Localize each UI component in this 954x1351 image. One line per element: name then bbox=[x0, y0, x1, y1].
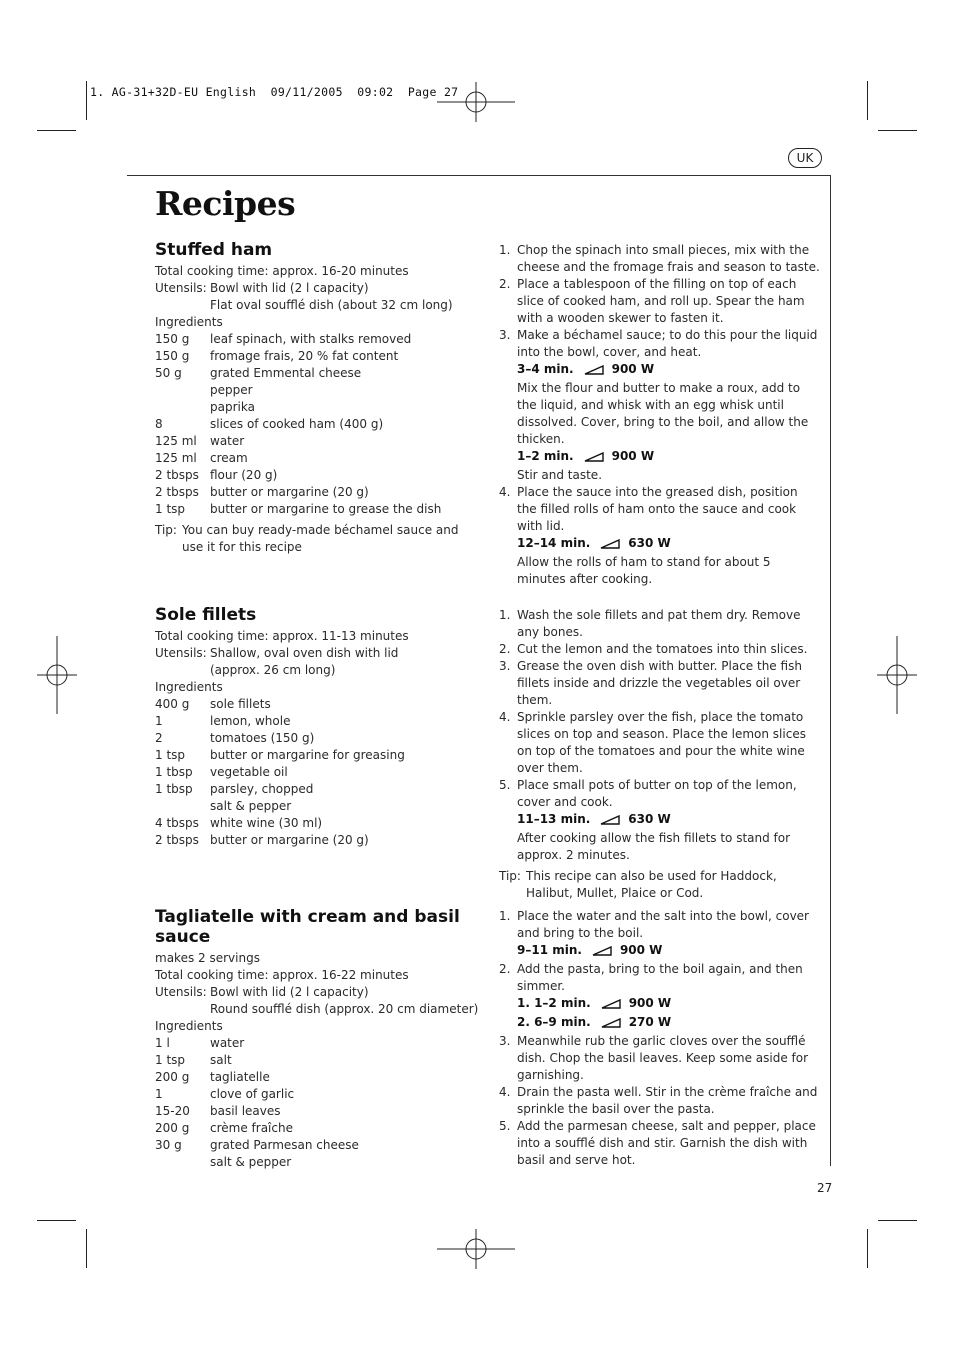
method-step bbox=[499, 1118, 821, 1169]
ingredient-quantity: 2 bbox=[155, 731, 163, 745]
registration-mark-bottom bbox=[437, 1229, 515, 1269]
ingredients-label: Ingredients bbox=[155, 680, 223, 694]
ingredient-quantity: 1 bbox=[155, 714, 163, 728]
utensils-row: (approx. 26 cm long) bbox=[210, 663, 336, 677]
power-level: 900 W bbox=[611, 449, 655, 463]
crop-mark bbox=[37, 1220, 76, 1221]
step-number: 4. bbox=[499, 710, 511, 724]
ingredients-label: Ingredients bbox=[155, 315, 223, 329]
ingredient-quantity: 150 g bbox=[155, 349, 190, 363]
recipe-tagliatelle-method bbox=[499, 908, 821, 1169]
ingredient-quantity: 200 g bbox=[155, 1121, 190, 1135]
page-title: Recipes bbox=[155, 184, 296, 223]
registration-mark-top bbox=[437, 82, 515, 122]
crop-mark bbox=[878, 130, 917, 131]
ingredient-row bbox=[155, 832, 475, 849]
ingredient-name: slices of cooked ham (400 g) bbox=[210, 417, 384, 431]
method-step bbox=[499, 276, 821, 327]
step-number: 4. bbox=[499, 485, 511, 499]
cooking-time: Total cooking time: approx. 16-20 minutes bbox=[155, 264, 409, 278]
ingredient-name: salt bbox=[210, 1053, 232, 1067]
right-margin-rule bbox=[830, 175, 831, 1166]
method-step bbox=[499, 327, 821, 484]
ingredient-row bbox=[155, 450, 475, 467]
step-note: Stir and taste. bbox=[517, 468, 603, 482]
ingredient-row bbox=[155, 484, 475, 501]
cook-time: 2. 6–9 min. bbox=[517, 1015, 591, 1029]
method-step bbox=[499, 961, 821, 1033]
ingredient-name: water bbox=[210, 1036, 245, 1050]
ingredient-row bbox=[155, 1103, 475, 1120]
servings: makes 2 servings bbox=[155, 951, 260, 965]
method-step bbox=[499, 1084, 821, 1118]
microwave-setting bbox=[517, 535, 821, 554]
ingredient-row bbox=[155, 781, 475, 798]
ingredient-list bbox=[155, 331, 475, 518]
method-step bbox=[499, 777, 821, 864]
step-number: 2. bbox=[499, 642, 511, 656]
recipe-tip: Tip: You can buy ready-made béchamel sauce and use it for this recipe bbox=[155, 523, 459, 554]
ingredient-name: tomatoes (150 g) bbox=[210, 731, 315, 745]
ingredient-name: fromage frais, 20 % fat content bbox=[210, 349, 399, 363]
ingredient-row bbox=[155, 1052, 475, 1069]
ingredient-row bbox=[155, 730, 475, 747]
ingredient-row bbox=[155, 798, 475, 815]
step-number: 2. bbox=[499, 962, 511, 976]
microwave-setting bbox=[517, 942, 821, 961]
step-number: 3. bbox=[499, 328, 511, 342]
ingredient-name: clove of garlic bbox=[210, 1087, 295, 1101]
ingredient-row bbox=[155, 1120, 475, 1137]
ingredient-name: flour (20 g) bbox=[210, 468, 278, 482]
ingredient-name: grated Emmental cheese bbox=[210, 366, 362, 380]
ingredient-quantity: 125 ml bbox=[155, 434, 197, 448]
ingredient-row bbox=[155, 1086, 475, 1103]
ingredient-quantity: 1 l bbox=[155, 1036, 170, 1050]
ingredient-name: tagliatelle bbox=[210, 1070, 270, 1084]
microwave-setting bbox=[517, 361, 821, 380]
step-number: 2. bbox=[499, 277, 511, 291]
page-number: 27 bbox=[817, 1181, 833, 1195]
utensils-row: Utensils: Shallow, oval oven dish with lid bbox=[155, 646, 399, 660]
ingredient-row bbox=[155, 433, 475, 450]
utensils-row: Utensils: Bowl with lid (2 l capacity) bbox=[155, 985, 369, 999]
ingredient-quantity: 1 tsp bbox=[155, 1053, 186, 1067]
power-level-icon bbox=[584, 450, 604, 467]
step-number: 5. bbox=[499, 778, 511, 792]
cook-time: 3–4 min. bbox=[517, 362, 574, 376]
step-number: 5. bbox=[499, 1119, 511, 1133]
cooking-time: Total cooking time: approx. 16-22 minutes bbox=[155, 968, 409, 982]
crop-mark bbox=[37, 130, 76, 131]
microwave-setting bbox=[517, 1014, 821, 1033]
ingredient-row bbox=[155, 331, 475, 348]
ingredient-row bbox=[155, 1137, 475, 1154]
ingredient-row bbox=[155, 713, 475, 730]
ingredient-name: basil leaves bbox=[210, 1104, 281, 1118]
microwave-setting bbox=[517, 448, 821, 467]
recipe-stuffed-ham-info bbox=[155, 240, 475, 556]
step-number: 3. bbox=[499, 1034, 511, 1048]
registration-mark-right bbox=[877, 636, 917, 714]
ingredient-quantity: 50 g bbox=[155, 366, 182, 380]
ingredient-row bbox=[155, 467, 475, 484]
crop-mark bbox=[86, 81, 87, 120]
method-step bbox=[499, 908, 821, 961]
step-note: Allow the rolls of ham to stand for about 5 minutes after cooking. bbox=[517, 555, 771, 586]
recipe-tagliatelle-info bbox=[155, 907, 479, 1171]
ingredient-quantity: 125 ml bbox=[155, 451, 197, 465]
ingredient-name: lemon, whole bbox=[210, 714, 291, 728]
recipe-title: Tagliatelle with cream and basil sauce bbox=[155, 907, 460, 947]
power-level: 270 W bbox=[628, 1015, 672, 1029]
method-step bbox=[499, 484, 821, 588]
ingredient-name: butter or margarine (20 g) bbox=[210, 833, 369, 847]
method-step bbox=[499, 607, 821, 641]
ingredient-quantity: 2 tbsps bbox=[155, 485, 199, 499]
ingredient-name: sole fillets bbox=[210, 697, 271, 711]
crop-mark bbox=[867, 81, 868, 120]
method-step bbox=[499, 709, 821, 777]
power-level: 900 W bbox=[628, 996, 672, 1010]
step-text: Chop the spinach into small pieces, mix with the cheese and the fromage frais and season to taste. bbox=[517, 243, 820, 274]
ingredient-row bbox=[155, 815, 475, 832]
ingredient-quantity: 2 tbsps bbox=[155, 833, 199, 847]
ingredient-name: salt & pepper bbox=[210, 799, 292, 813]
crop-mark bbox=[878, 1220, 917, 1221]
power-level-icon bbox=[600, 813, 620, 830]
ingredient-name: water bbox=[210, 434, 245, 448]
ingredient-row bbox=[155, 365, 475, 382]
ingredient-name: leaf spinach, with stalks removed bbox=[210, 332, 412, 346]
power-level-icon bbox=[592, 944, 612, 961]
step-text: Place the water and the salt into the bowl, cover and bring to the boil. bbox=[517, 909, 809, 940]
power-level: 900 W bbox=[619, 943, 663, 957]
ingredient-name: pepper bbox=[210, 383, 253, 397]
step-text: Grease the oven dish with butter. Place the fish fillets inside and drizzle the vegetables oil over them. bbox=[517, 659, 802, 707]
ingredient-list bbox=[155, 1035, 475, 1171]
ingredient-quantity: 200 g bbox=[155, 1070, 190, 1084]
method-step bbox=[499, 641, 821, 658]
ingredient-name: butter or margarine for greasing bbox=[210, 748, 405, 762]
cook-time: 11–13 min. bbox=[517, 812, 591, 826]
ingredient-quantity: 1 tbsp bbox=[155, 782, 193, 796]
step-note: Mix the flour and butter to make a roux, add to the liquid, and whisk with an egg whisk until dissolved. Cover, bring to the boil, and allow the thicken. bbox=[517, 381, 809, 446]
power-level-icon bbox=[601, 1016, 621, 1033]
cook-time: 9–11 min. bbox=[517, 943, 582, 957]
ingredient-name: parsley, chopped bbox=[210, 782, 314, 796]
ingredient-name: grated Parmesan cheese bbox=[210, 1138, 359, 1152]
power-level: 630 W bbox=[628, 536, 671, 550]
ingredient-row bbox=[155, 1069, 475, 1086]
ingredient-quantity: 150 g bbox=[155, 332, 190, 346]
power-level-icon bbox=[600, 537, 620, 554]
ingredient-row bbox=[155, 416, 475, 433]
ingredient-quantity: 1 tsp bbox=[155, 748, 186, 762]
ingredient-quantity: 1 tbsp bbox=[155, 765, 193, 779]
step-text: Wash the sole fillets and pat them dry. Remove any bones. bbox=[517, 608, 801, 639]
step-text: Place a tablespoon of the filling on top of each slice of cooked ham, and roll up. Spear the ham with a wooden skewer to fasten it. bbox=[517, 277, 805, 325]
utensils-row: Flat oval soufflé dish (about 32 cm long) bbox=[210, 298, 453, 312]
recipe-sole-fillets-info bbox=[155, 605, 475, 849]
step-number: 1. bbox=[499, 608, 511, 622]
method-step bbox=[499, 1033, 821, 1084]
recipe-stuffed-ham-method bbox=[499, 242, 821, 588]
ingredient-row bbox=[155, 501, 475, 518]
microwave-setting bbox=[517, 811, 821, 830]
ingredient-name: butter or margarine to grease the dish bbox=[210, 502, 442, 516]
ingredient-row bbox=[155, 1035, 475, 1052]
ingredient-quantity: 2 tbsps bbox=[155, 468, 199, 482]
ingredient-row bbox=[155, 747, 475, 764]
step-number: 1. bbox=[499, 243, 511, 257]
step-text: Place the sauce into the greased dish, position the filled rolls of ham onto the sauce and cook with lid. bbox=[517, 485, 798, 533]
ingredient-quantity: 1 bbox=[155, 1087, 163, 1101]
ingredient-list bbox=[155, 696, 475, 849]
ingredient-name: crème fraîche bbox=[210, 1121, 293, 1135]
step-number: 1. bbox=[499, 909, 511, 923]
crop-mark bbox=[86, 1229, 87, 1268]
ingredient-name: white wine (30 ml) bbox=[210, 816, 323, 830]
power-level-icon bbox=[584, 363, 604, 380]
step-text: Add the pasta, bring to the boil again, and then simmer. bbox=[517, 962, 803, 993]
step-text: Add the parmesan cheese, salt and pepper, place into a soufflé dish and stir. Garnish the dish with basil and serve hot. bbox=[517, 1119, 816, 1167]
crop-mark bbox=[867, 1229, 868, 1268]
ingredient-quantity: 15-20 bbox=[155, 1104, 190, 1118]
utensils-row: Round soufflé dish (approx. 20 cm diameter) bbox=[210, 1002, 479, 1016]
cooking-time: Total cooking time: approx. 11-13 minutes bbox=[155, 629, 409, 643]
ingredient-quantity: 8 bbox=[155, 417, 163, 431]
print-slug: 1. AG-31+32D-EU English 09/11/2005 09:02 Page 27 bbox=[90, 85, 459, 99]
ingredients-label: Ingredients bbox=[155, 1019, 223, 1033]
cook-time: 1. 1–2 min. bbox=[517, 996, 591, 1010]
ingredient-row bbox=[155, 399, 475, 416]
step-text: Place small pots of butter on top of the lemon, cover and cook. bbox=[517, 778, 797, 809]
step-note: After cooking allow the fish fillets to stand for approx. 2 minutes. bbox=[517, 831, 791, 862]
ingredient-row bbox=[155, 696, 475, 713]
step-list bbox=[499, 607, 821, 864]
ingredient-name: paprika bbox=[210, 400, 255, 414]
power-level-icon bbox=[601, 997, 621, 1014]
ingredient-name: salt & pepper bbox=[210, 1155, 292, 1169]
language-badge: UK bbox=[788, 148, 822, 168]
step-text: Make a béchamel sauce; to do this pour the liquid into the bowl, cover, and heat. bbox=[517, 328, 818, 359]
utensils-row: Utensils: Bowl with lid (2 l capacity) bbox=[155, 281, 369, 295]
method-step bbox=[499, 242, 821, 276]
step-text: Meanwhile rub the garlic cloves over the soufflé dish. Chop the basil leaves. Keep some aside for garnishing. bbox=[517, 1034, 809, 1082]
method-step bbox=[499, 658, 821, 709]
ingredient-name: vegetable oil bbox=[210, 765, 288, 779]
ingredient-quantity: 4 tbsps bbox=[155, 816, 199, 830]
ingredient-name: butter or margarine (20 g) bbox=[210, 485, 369, 499]
step-number: 3. bbox=[499, 659, 511, 673]
ingredient-name: cream bbox=[210, 451, 248, 465]
registration-mark-left bbox=[37, 636, 77, 714]
ingredient-row bbox=[155, 382, 475, 399]
step-text: Sprinkle parsley over the fish, place the tomato slices on top and season. Place the lemon slices on top of the tomatoes and pour the white wine over them. bbox=[517, 710, 806, 775]
power-level: 900 W bbox=[611, 362, 655, 376]
cook-time: 12–14 min. bbox=[517, 536, 591, 550]
step-number: 4. bbox=[499, 1085, 511, 1099]
ingredient-row bbox=[155, 1154, 475, 1171]
ingredient-row bbox=[155, 348, 475, 365]
ingredient-quantity: 400 g bbox=[155, 697, 190, 711]
step-text: Cut the lemon and the tomatoes into thin slices. bbox=[517, 642, 808, 656]
recipe-title: Stuffed ham bbox=[155, 240, 273, 260]
ingredient-quantity: 1 tsp bbox=[155, 502, 186, 516]
power-level: 630 W bbox=[628, 812, 671, 826]
cook-time: 1–2 min. bbox=[517, 449, 574, 463]
ingredient-quantity: 30 g bbox=[155, 1138, 182, 1152]
header-rule bbox=[127, 175, 831, 176]
microwave-setting bbox=[517, 995, 821, 1014]
step-text: Drain the pasta well. Stir in the crème fraîche and sprinkle the basil over the pasta. bbox=[517, 1085, 818, 1116]
recipe-sole-fillets-method bbox=[499, 607, 821, 902]
recipe-tip: Tip: This recipe can also be used for Haddock, Halibut, Mullet, Plaice or Cod. bbox=[499, 869, 777, 900]
ingredient-row bbox=[155, 764, 475, 781]
recipe-title: Sole fillets bbox=[155, 605, 257, 625]
